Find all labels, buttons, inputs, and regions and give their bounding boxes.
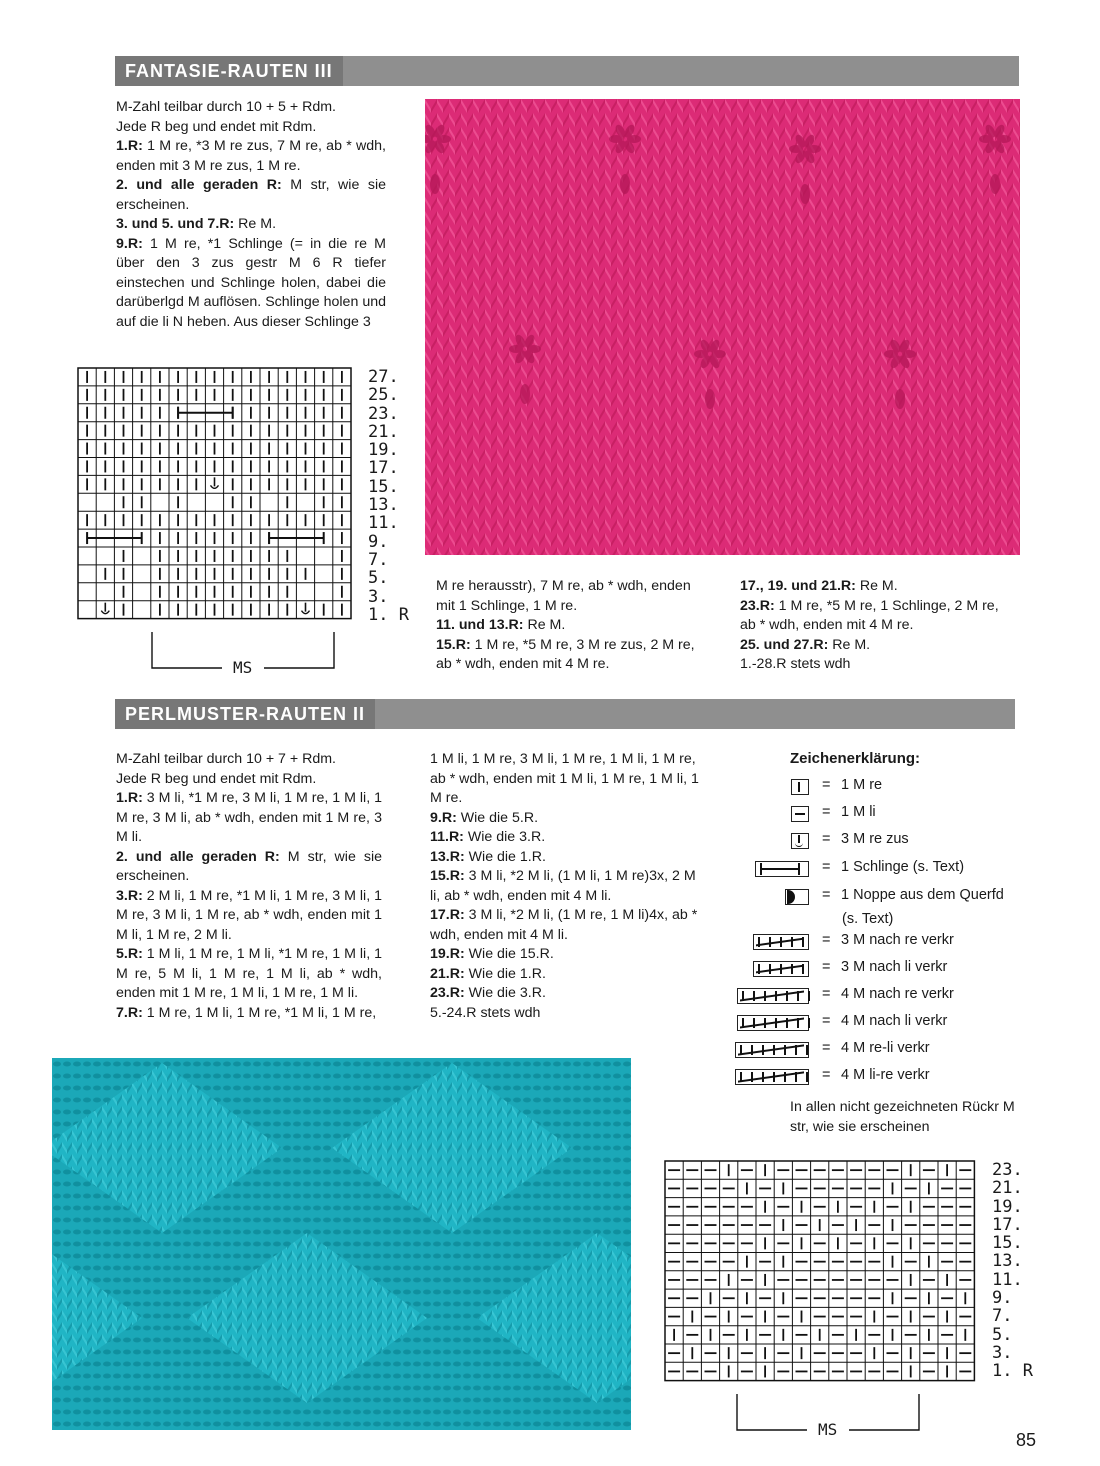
- instruction-text: Wie die 3.R.: [463, 829, 546, 845]
- row-number: 25.: [368, 385, 399, 406]
- instruction-text: Wie die 3.R.: [464, 985, 546, 1001]
- row-number: 5.: [368, 568, 389, 589]
- ms-label: MS: [233, 658, 253, 677]
- pattern-text-left: [116, 98, 386, 332]
- instruction-line: [430, 867, 700, 906]
- instruction-line: [430, 906, 700, 945]
- row-number: 1. R: [368, 604, 409, 625]
- instruction-line: [116, 770, 382, 790]
- legend-label: 4 M nach re verkr: [841, 986, 954, 1002]
- row-label: 21.R:: [430, 965, 465, 982]
- row-label: 5.R:: [116, 946, 143, 962]
- row-number: 11.: [368, 513, 399, 534]
- row-number: 3.: [368, 586, 389, 607]
- equals-sign: =: [822, 932, 831, 948]
- knitting-chart-2: [663, 1159, 977, 1385]
- row-number: 7.: [368, 549, 389, 570]
- instruction-line: [436, 616, 708, 636]
- row-label: 25. und 27.R:: [740, 636, 829, 653]
- instruction-line: [116, 789, 382, 848]
- instruction-text: Re M.: [523, 617, 566, 633]
- instruction-line: [116, 887, 382, 946]
- row-label: 2. und alle geraden R:: [116, 848, 280, 865]
- row-label: 3. und 5. und 7.R:: [116, 216, 235, 232]
- row-label: 11. und 13.R:: [436, 617, 524, 633]
- instruction-line: [116, 98, 386, 118]
- legend-label: 1 M li: [841, 804, 876, 820]
- pattern-text-left: [116, 750, 382, 1023]
- pattern-text-mid: [436, 577, 708, 675]
- instruction-line: [430, 1004, 700, 1024]
- row-number: 19.: [368, 440, 399, 461]
- instruction-line: [116, 176, 386, 215]
- instruction-text: M str, wie sie erscheinen.: [116, 848, 382, 884]
- instruction-text: M-Zahl teilbar durch 10 + 7 + Rdm.: [116, 751, 337, 767]
- chart-row-numbers: [992, 1161, 1033, 1381]
- row-label: 9.R:: [116, 235, 143, 252]
- row-number: 19.: [992, 1196, 1023, 1217]
- equals-sign: =: [822, 777, 831, 793]
- row-label: 2. und alle geraden R:: [116, 177, 282, 193]
- legend-note: In allen nicht gezeichneten Rückr M str, wie sie erscheinen: [790, 1099, 1015, 1135]
- pattern-text-mid: [430, 750, 700, 1023]
- row-label: 15.R:: [430, 868, 465, 884]
- chart-row-numbers: [368, 368, 409, 624]
- cross-4-left-icon: [737, 1015, 809, 1031]
- instruction-text: Re M.: [855, 578, 898, 594]
- instruction-text: Wie die 15.R.: [464, 946, 554, 962]
- equals-sign: =: [822, 887, 831, 903]
- loop-icon: [755, 861, 809, 877]
- row-label: 3.R:: [116, 887, 143, 904]
- legend-label: 1 Schlinge (s. Text): [841, 859, 965, 875]
- equals-sign: =: [822, 959, 831, 975]
- legend-label: 1 Noppe aus dem Querfd: [841, 887, 1004, 903]
- instruction-text: 3 M li, *2 M li, (1 M li, 1 M re)3x, 2 M li, ab * wdh, enden mit 4 M li.: [430, 868, 696, 904]
- instruction-text: Wie die 5.R.: [456, 809, 539, 826]
- instruction-line: [430, 809, 700, 829]
- row-number: 21.: [368, 421, 399, 442]
- instruction-text: Jede R beg und endet mit Rdm.: [116, 118, 317, 135]
- row-label: 23.R:: [740, 597, 775, 614]
- instruction-line: [116, 1004, 382, 1024]
- equals-sign: =: [822, 1067, 831, 1083]
- instruction-text: 3 M li, *2 M li, (1 M re, 1 M li)4x, ab * wdh, enden mit 4 M li.: [430, 907, 698, 943]
- row-number: 17.: [368, 458, 399, 479]
- legend-label: 3 M nach li verkr: [841, 959, 948, 975]
- instruction-line: [116, 137, 386, 176]
- equals-sign: =: [822, 986, 831, 1002]
- pattern-text-right: [740, 577, 1015, 675]
- instruction-line: [740, 636, 1015, 656]
- instruction-line: [430, 984, 700, 1004]
- knitted-swatch-pink: [425, 99, 1020, 555]
- cross-4-knit-purl-icon: [735, 1042, 809, 1058]
- instruction-text: 1 M li, 1 M re, 1 M li, *1 M re, 1 M li, 1 M re, 5 M li, 1 M re, 1 M li, ab * wdh, enden mit 1 M re, 1 M li, 1 M re, 1 M li.: [116, 946, 382, 1001]
- instruction-text: 2 M li, 1 M re, *1 M li, 1 M re, 3 M li, 1 M re, 3 M li, 1 M re, ab * wdh, enden mit 1 M li, 1 M re, 2 M li.: [116, 887, 382, 943]
- bobble-icon: [785, 889, 809, 905]
- instruction-line: [430, 945, 700, 965]
- instruction-text: 1 M re, *3 M re zus, 7 M re, ab * wdh, enden mit 3 M re zus, 1 M re.: [116, 138, 386, 174]
- purl-stitch-icon: [791, 806, 809, 822]
- instruction-text: 1 M re, *5 M re, 3 M re zus, 2 M re, ab * wdh, enden mit 4 M re.: [436, 636, 695, 672]
- legend-label: 3 M nach re verkr: [841, 932, 954, 948]
- row-label: 15.R:: [436, 636, 471, 653]
- instruction-text: 3 M li, *1 M re, 3 M li, 1 M re, 1 M li, 1 M re, 3 M li, ab * wdh, enden mit 1 M re, 3 M li.: [116, 790, 382, 845]
- row-label: 7.R:: [116, 1004, 143, 1021]
- instruction-line: [740, 577, 1015, 597]
- cross-4-right-icon: [737, 988, 809, 1004]
- row-number: 5.: [992, 1324, 1013, 1345]
- row-label: 17., 19. und 21.R:: [740, 578, 856, 594]
- instruction-line: [436, 577, 708, 616]
- row-number: 1. R: [992, 1361, 1033, 1382]
- instruction-line: [116, 750, 382, 770]
- row-number: 3.: [992, 1342, 1013, 1363]
- legend-label: (s. Text): [842, 911, 894, 927]
- row-number: 9.: [992, 1288, 1013, 1309]
- row-number: 15.: [368, 476, 399, 497]
- instruction-text: Re M.: [828, 636, 871, 653]
- instruction-line: [740, 597, 1015, 636]
- row-number: 17.: [992, 1214, 1023, 1235]
- row-label: 17.R:: [430, 907, 465, 923]
- row-number: 27.: [368, 367, 399, 387]
- instruction-line: [430, 848, 700, 868]
- equals-sign: =: [822, 1040, 831, 1056]
- section-title: FANTASIE-RAUTEN III: [115, 56, 343, 86]
- row-label: 9.R:: [430, 809, 457, 826]
- row-number: 9.: [368, 531, 389, 552]
- equals-sign: =: [822, 831, 831, 847]
- equals-sign: =: [822, 1013, 831, 1029]
- instruction-text: 1 M re, *1 Schlinge (= in die re M über den 3 zus gestr M 6 R tiefer einstechen und Schlinge holen, dabei die darüberlgd M auflösen. Schlinge holen und auf die li N heben. Aus dieser Schlinge 3: [116, 235, 386, 330]
- equals-sign: =: [822, 804, 831, 820]
- instruction-line: [436, 636, 708, 675]
- instruction-text: 1 M re, 1 M li, 1 M re, *1 M li, 1 M re,: [142, 1004, 377, 1021]
- row-number: 23.: [992, 1160, 1023, 1180]
- instruction-line: [116, 215, 386, 235]
- instruction-line: [116, 848, 382, 887]
- row-number: 21.: [992, 1178, 1023, 1199]
- section-title: PERLMUSTER-RAUTEN II: [115, 699, 375, 729]
- instruction-text: Wie die 1.R.: [464, 848, 546, 865]
- instruction-line: [116, 945, 382, 1004]
- instruction-text: Wie die 1.R.: [464, 965, 546, 982]
- knitted-swatch-cyan: [52, 1058, 631, 1430]
- row-label: 13.R:: [430, 848, 465, 865]
- row-number: 23.: [368, 403, 399, 424]
- row-number: 13.: [992, 1251, 1023, 1272]
- cross-4-purl-knit-icon: [735, 1069, 809, 1085]
- instruction-text: M re herausstr), 7 M re, ab * wdh, enden mit 1 Schlinge, 1 M re.: [436, 578, 691, 614]
- ms-label: MS: [818, 1420, 838, 1439]
- legend-title: Zeichenerklärung:: [790, 750, 921, 767]
- instruction-line: [116, 118, 386, 138]
- row-number: 11.: [992, 1269, 1023, 1290]
- section-header-bar: [115, 699, 1015, 729]
- row-label: 23.R:: [430, 985, 465, 1001]
- legend-label: 3 M re zus: [841, 831, 909, 847]
- row-label: 1.R:: [116, 138, 143, 154]
- row-number: 15.: [992, 1233, 1023, 1254]
- instruction-line: [116, 235, 386, 333]
- instruction-text: 1.-28.R stets wdh: [740, 656, 851, 672]
- row-number: 7.: [992, 1306, 1013, 1327]
- instruction-text: 1 M re, *5 M re, 1 Schlinge, 2 M re, ab * wdh, enden mit 4 M re.: [740, 597, 999, 633]
- instruction-text: Jede R beg und endet mit Rdm.: [116, 770, 317, 787]
- legend-label: 4 M li-re verkr: [841, 1067, 930, 1083]
- legend-label: 1 M re: [841, 777, 883, 793]
- section-header-bar: [115, 56, 1019, 86]
- instruction-line: [740, 655, 1015, 675]
- row-number: 13.: [368, 495, 399, 516]
- instruction-text: 5.-24.R stets wdh: [430, 1004, 541, 1021]
- cross-3-right-icon: [753, 934, 809, 950]
- row-label: 1.R:: [116, 790, 143, 806]
- instruction-text: M-Zahl teilbar durch 10 + 5 + Rdm.: [116, 99, 337, 115]
- knit-3-together-icon: [791, 833, 809, 849]
- cross-3-left-icon: [753, 961, 809, 977]
- equals-sign: =: [822, 859, 831, 875]
- legend-label: 4 M re-li verkr: [841, 1040, 930, 1056]
- page-number: 85: [1016, 1430, 1037, 1450]
- instruction-text: 1 M li, 1 M re, 3 M li, 1 M re, 1 M li, 1 M re, ab * wdh, enden mit 1 M li, 1 M re, 1 M li, 1 M re.: [430, 751, 699, 806]
- knitting-chart-1: [76, 366, 356, 624]
- row-label: 11.R:: [430, 829, 464, 845]
- instruction-line: [430, 828, 700, 848]
- instruction-text: Re M.: [234, 216, 277, 232]
- instruction-line: [430, 750, 700, 809]
- legend-label: 4 M nach li verkr: [841, 1013, 948, 1029]
- row-label: 19.R:: [430, 946, 465, 962]
- instruction-text: M str, wie sie erscheinen.: [116, 177, 386, 213]
- instruction-line: [430, 965, 700, 985]
- knit-stitch-icon: [791, 779, 809, 795]
